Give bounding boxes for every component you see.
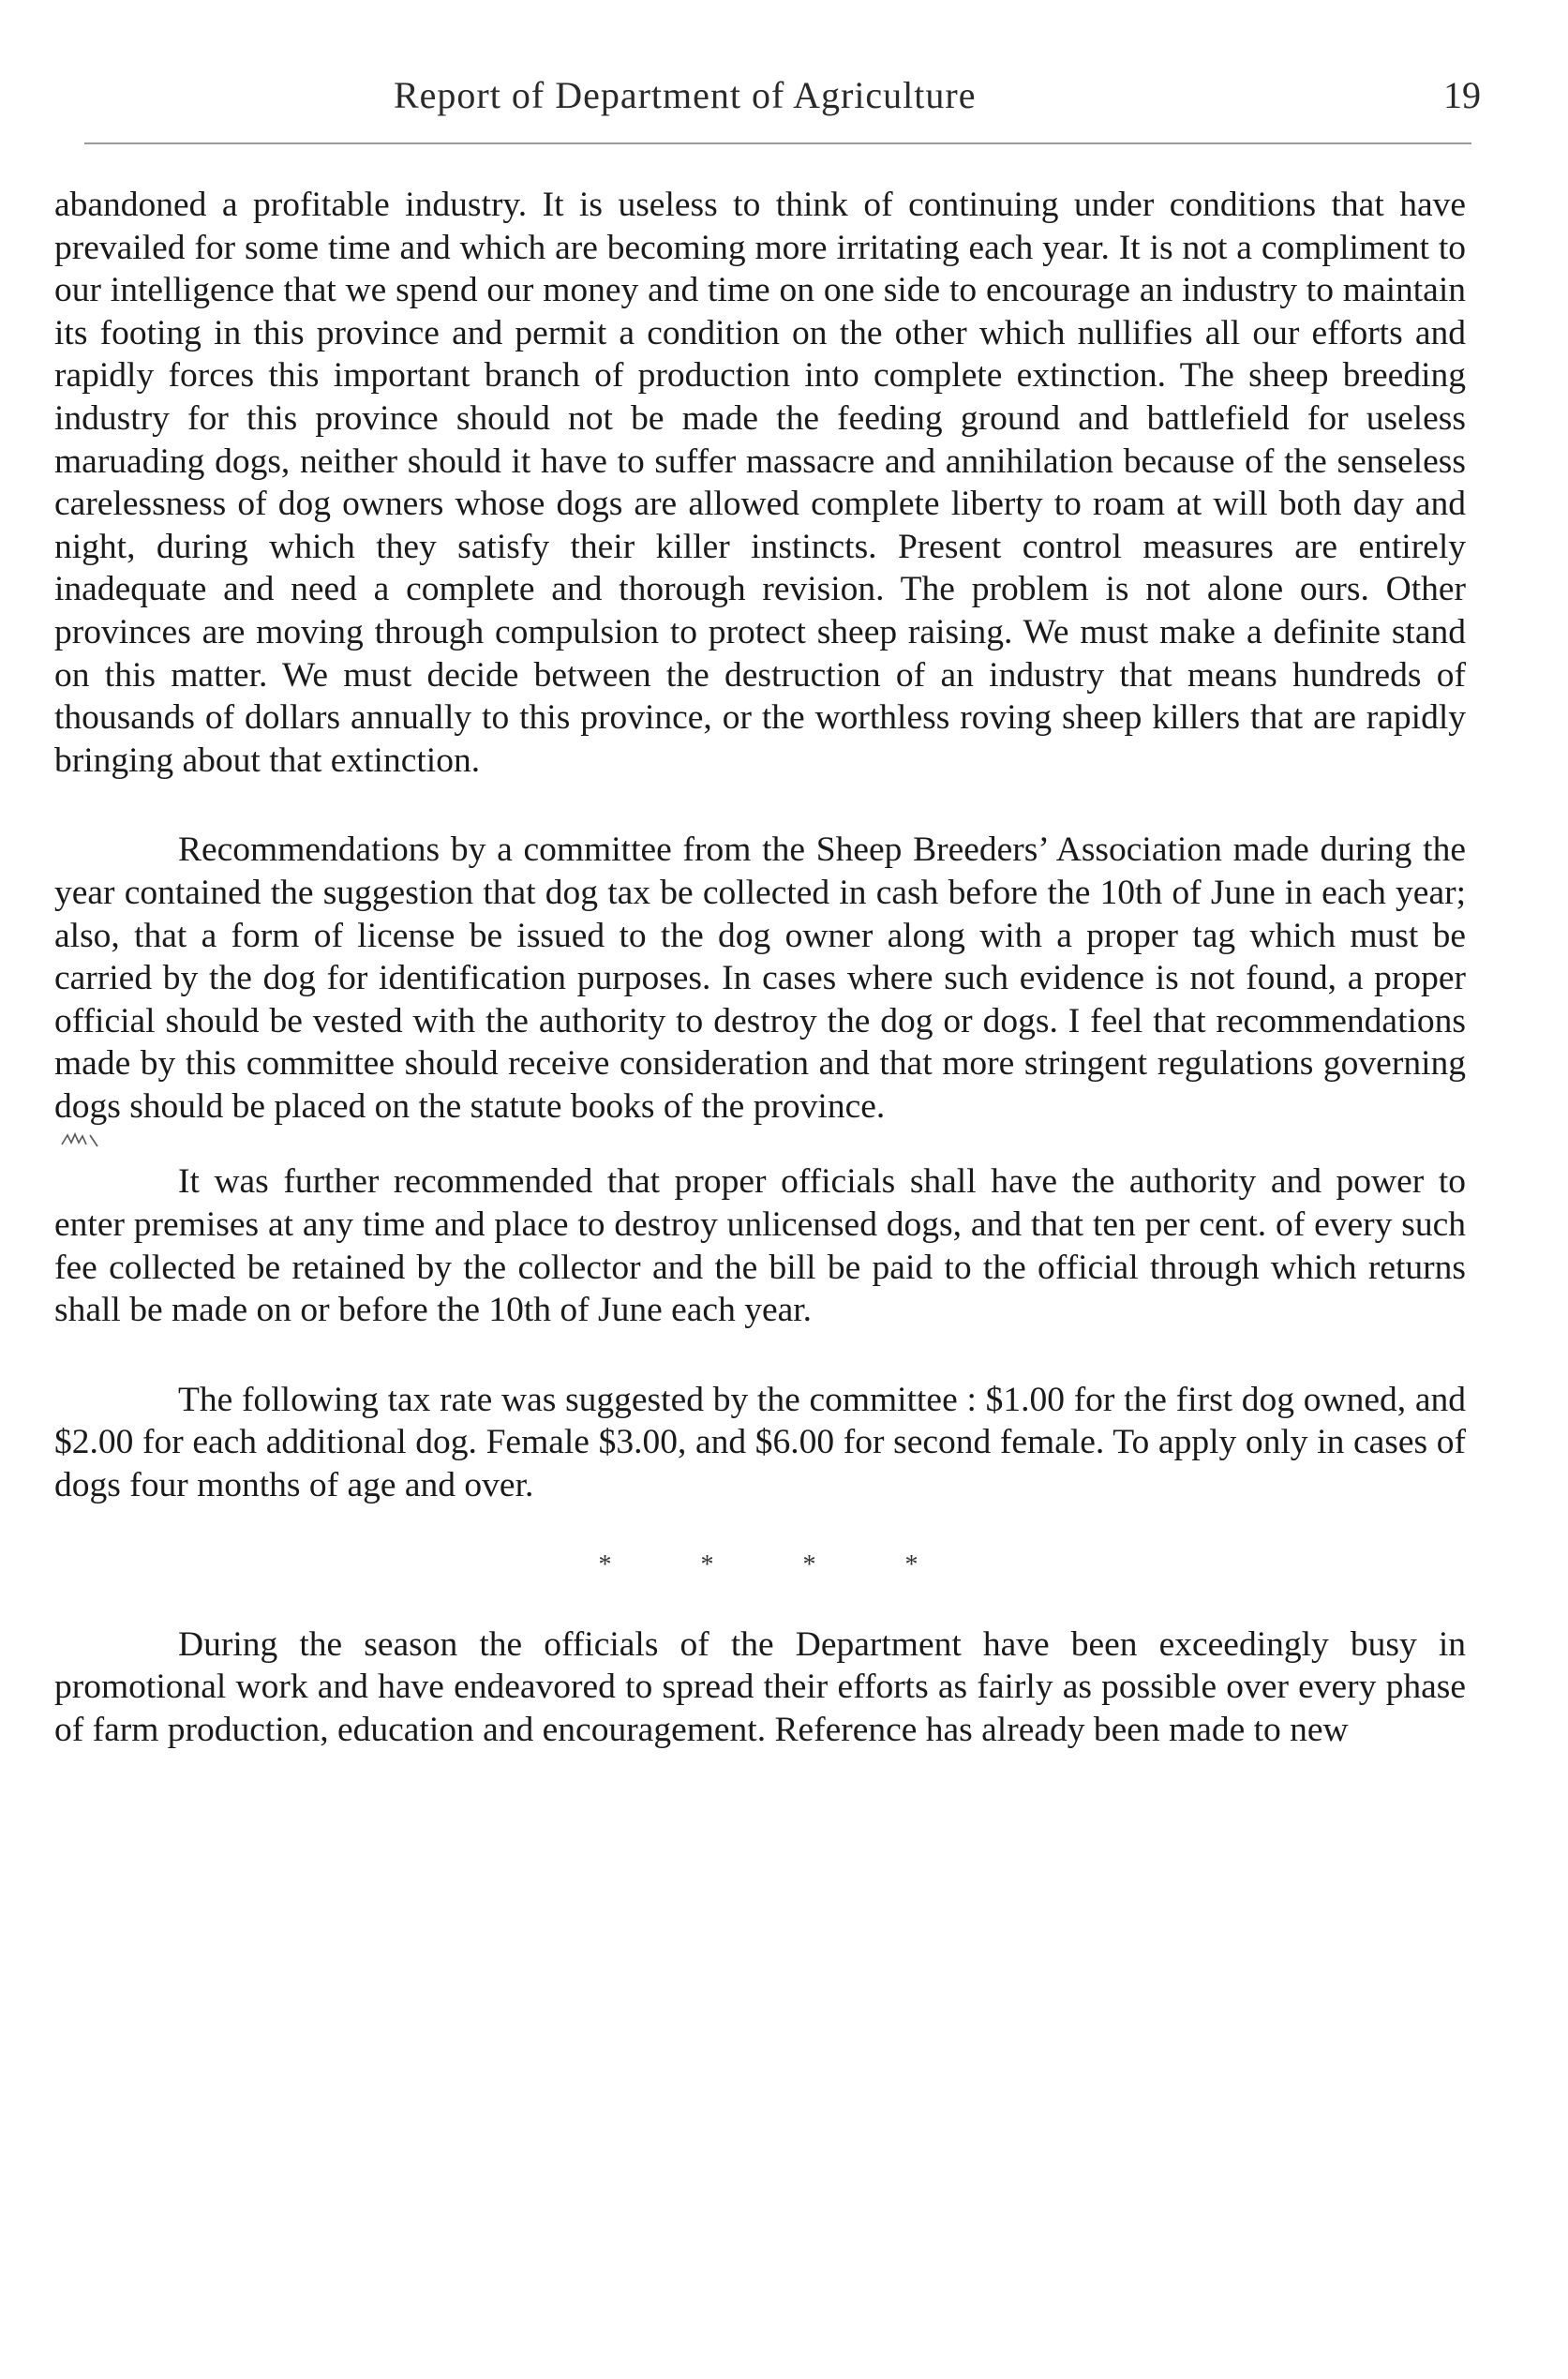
section-separator: * * * * — [598, 1549, 960, 1579]
paragraph-gap — [54, 1584, 1466, 1623]
paragraph-gap — [54, 1332, 1466, 1379]
ink-blot-mark — [60, 1131, 1466, 1155]
running-title: Report of Department of Agriculture — [394, 74, 977, 116]
paragraph-continued: abandoned a profitable industry. It is useless to think of continuing under conditions that have prevailed for some time and which are becoming more irritating each year. It is not a compliment to our intelligence that we spend our money and time on one side to encourage an industry to maintain its footing in this province and permit a condition on the other which nullifies all our efforts and rapidly forces this important branch of production into complete extinction. The sheep breeding industry for this province should not be made the feeding ground and battlefield for useless maruading dogs, neither should it have to suffer massacre and annihilation because of the senseless carelessness of dog owners whose dogs are allowed complete liberty to roam at will both day and night, during which they satisfy their killer instincts. Present control measures are entirely inadequate and need a complete and thorough revision. The problem is not alone ours. Other provinces are moving through compulsion to protect sheep raising. We must make a definite stand on this matter. We must decide between the destruction of an industry that means hundreds of thousands of dollars annually to this province, or the worthless roving sheep killers that are rapidly bringing about that extinction. — [54, 186, 1466, 780]
paragraph-recommendations: Recommendations by a committee from the Sheep Breeders’ Association made during the year contained the suggestion that dog tax be collected in cash before the 10th of June in each year; also, that a form of license be issued to the dog owner along with a proper tag which must be carried by the dog for identification purposes. In cases where such evidence is not found, a proper official should be vested with the authority to destroy the dog or dogs. I feel that recommendations made by this committee should receive consideration and that more stringent regulations governing dogs should be placed on the statute books of the province. — [54, 830, 1466, 1126]
paragraph-gap — [54, 782, 1466, 829]
paragraph-season: During the season the officials of the Department have been exceedingly busy in promotional work and have endeavored to spread their efforts as fairly as possible over every phase of farm production, education and encouragement. Reference has already been made to new — [54, 1624, 1466, 1749]
paragraph-further-recommended: It was further recommended that proper officials shall have the authority and power to enter premises at any time and place to destroy unlicensed dogs, and that ten per cent. of every such fee collected be retained by the collector and the bill be paid to the official through which returns shall be made on or before the 10th of June each year. — [54, 1162, 1466, 1330]
header-rule — [84, 142, 1471, 144]
paragraph-tax-rate: The following tax rate was suggested by the committee : $1.00 for the first dog owned, and $2.00 for each additional dog. Female $3.00, and $6.00 for second female. To apply only in cases of dogs four months of age and over. — [54, 1380, 1466, 1505]
body-text — [54, 184, 1466, 1751]
page-number: 19 — [1443, 74, 1481, 116]
paragraph-gap — [54, 1507, 1466, 1547]
ink-scribble-icon — [60, 1131, 105, 1150]
running-header — [56, 73, 1481, 129]
